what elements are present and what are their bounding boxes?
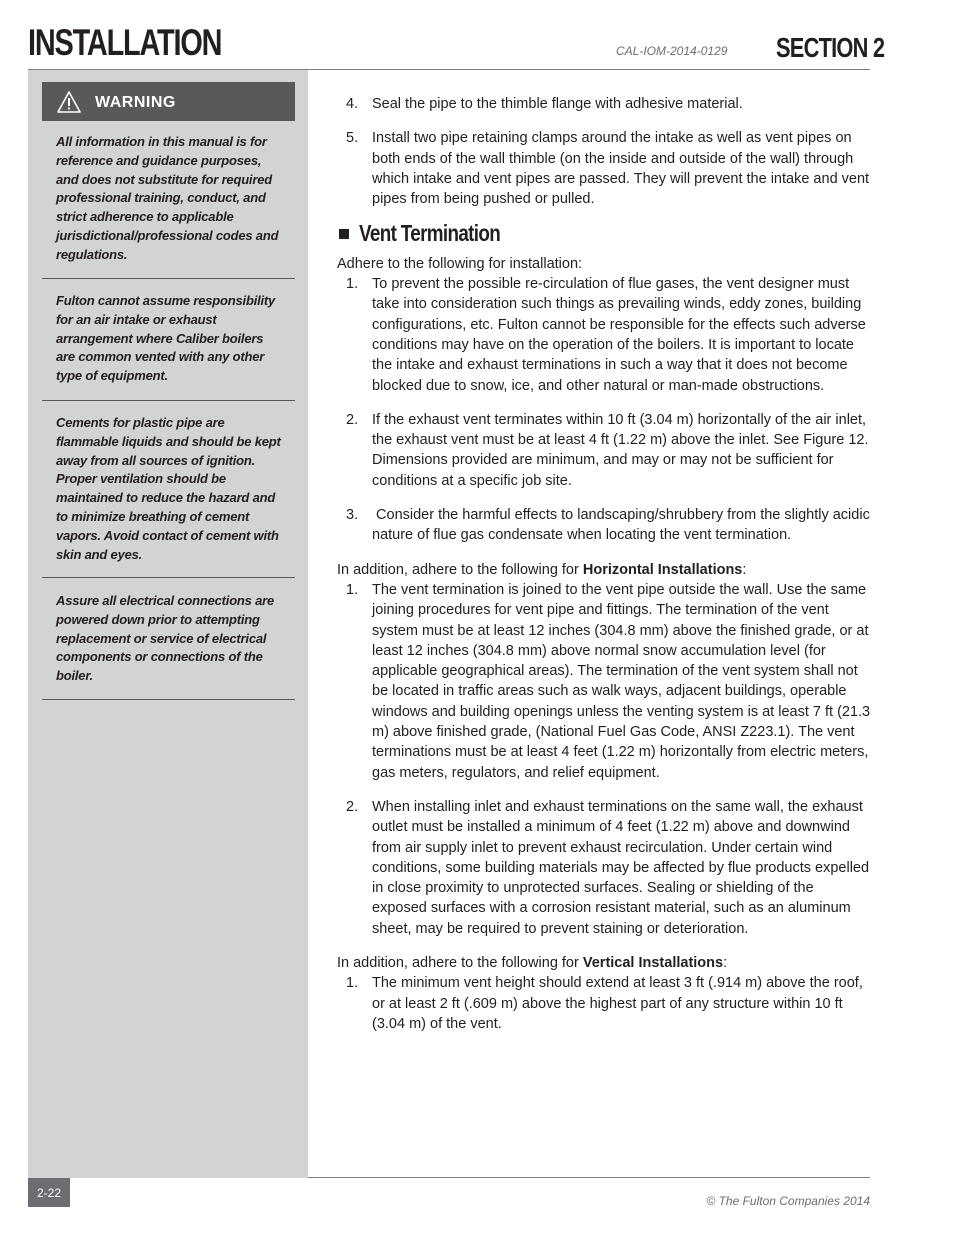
warning-divider [42, 400, 295, 401]
warning-triangle-icon [57, 91, 81, 113]
vertical-installations-label: Vertical Installations [582, 954, 724, 971]
intro-suffix: : [742, 561, 747, 578]
warning-title: WARNING [95, 93, 176, 111]
page-number: 2-22 [28, 1178, 70, 1207]
item-text: The vent termination is joined to the vent pipe outside the wall. Use the same joining procedures for vent pipe and fittings. The termination of the vent system must be at least 12 inches (304.8 mm) above the finished grade, or at least 12 inches (304.8 mm) above normal snow accumulation level (for applicable geographical areas). The termination of the vent system shall not be located in traffic areas such as walk ways, adjacent buildings, operable windows and building openings unless the venting system is at least 7 ft (21.3 m) above finished grade, (National Fuel Gas Code, ANSI Z223.1). The vent terminations must be at least 4 feet (1.22 m) horizontally from electric meters, gas meters, regulators, and relief equipment. [372, 581, 871, 781]
item-text: To prevent the possible re-circulation of flue gases, the vent designer must take into consideration such things as prevailing winds, eddy zones, building configurations, etc. Fulton cannot be responsible for the effects such adverse conditions may have on the operation of the boilers. It is important to locate the intake and exhaust terminations in such a way that it does not become blocked due to snow, ice, and other natural or man-made obstructions. [372, 276, 866, 394]
item-number: 1. [346, 276, 359, 293]
item-number: 2. [346, 411, 359, 428]
list-item [337, 274, 872, 396]
warning-divider [42, 278, 295, 279]
horizontal-installations-label: Horizontal Installations [582, 561, 743, 578]
item-text: Seal the pipe to the thimble flange with adhesive material. [372, 96, 743, 112]
bullet-square-icon [339, 229, 349, 239]
section-label: SECTION 2 [776, 32, 885, 63]
footer-divider [308, 1177, 870, 1178]
warning-header [42, 82, 295, 121]
vertical-intro [337, 953, 872, 973]
item-text: If the exhaust vent terminates within 10 ft (3.04 m) horizontally of the air inlet, the exhaust vent must be at least 4 ft (1.22 m) above the inlet. See Figure 12. Dimensions provided are minimum, and may or may not be sufficient for conditions at a specific job site. [372, 411, 869, 489]
item-number: 5. [346, 130, 359, 147]
copyright: © The Fulton Companies 2014 [706, 1194, 870, 1208]
heading-text: Vent Termination [359, 220, 501, 247]
list-item [337, 973, 872, 1034]
list-item [337, 797, 872, 939]
page-title: INSTALLATION [28, 22, 222, 63]
list-item [337, 580, 872, 783]
warning-divider [42, 577, 295, 578]
item-number: 3. [346, 507, 359, 524]
item-number: 4. [346, 96, 359, 112]
intro-suffix: : [723, 954, 728, 971]
item-text: The minimum vent height should extend at least 3 ft (.914 m) above the roof, or at least 2 ft (.609 m) above the highest part of any structure within 10 ft (3.04 m) of the vent. [372, 975, 863, 1032]
list-item [337, 505, 872, 546]
warning-text-cements: Cements for plastic pipe are flammable liquids and should be kept away from all sources of ignition. Proper ventilation should be maintained to reduce the hazard and to minimize breathing of cement vapors. Avoid contact of cement with skin and eyes. [56, 415, 281, 562]
list-item [337, 128, 872, 209]
item-number: 1. [346, 581, 359, 598]
main-content [337, 94, 872, 1048]
intro-prefix: In addition, adhere to the following for [337, 954, 583, 971]
list-item [337, 94, 872, 114]
warning-text-common-vent: Fulton cannot assume responsibility for an air intake or exhaust arrangement where Caliber boilers are common vented with any other type of equipment. [56, 293, 276, 384]
list-item [337, 410, 872, 491]
warning-text-electrical: Assure all electrical connections are powered down prior to attempting replacement or service of electrical components or connections of the boiler. [56, 593, 275, 684]
vent-termination-heading [337, 220, 872, 247]
document-code: CAL-IOM-2014-0129 [616, 44, 728, 58]
item-text: Install two pipe retaining clamps around the intake as well as vent pipes on both ends of the wall thimble (on the inside and outside of the wall) through which intake and vent pipes are passed. They will prevent the intake and vent pipes from being pushed or pulled. [372, 130, 870, 208]
item-number: 2. [346, 798, 359, 815]
paragraph: Adhere to the following for installation: [337, 255, 583, 272]
item-text: When installing inlet and exhaust terminations on the same wall, the exhaust outlet must be installed a minimum of 4 feet (1.22 m) above and downwind from air supply inlet to prevent exhaust recirculation. Under certain wind conditions, some building materials may be affected by flue products expelled in close proximity to unprotected surfaces. Sealing or shielding of the exposed surfaces with a corrosion resistant material, such as an aluminum sheet, may be required to prevent staining or deterioration. [372, 798, 870, 937]
warning-text-general: All information in this manual is for reference and guidance purposes, and does not substitute for required professional training, conduct, and strict adherence to applicable jurisdictional/professional codes and regulations. [56, 134, 279, 262]
item-text: Consider the harmful effects to landscaping/shrubbery from the slightly acidic nature of flue gas condensate when locating the vent termination. [372, 507, 874, 544]
intro-prefix: In addition, adhere to the following for [337, 561, 583, 578]
warning-divider [42, 699, 295, 700]
item-number: 1. [346, 975, 359, 992]
horizontal-intro [337, 560, 872, 580]
